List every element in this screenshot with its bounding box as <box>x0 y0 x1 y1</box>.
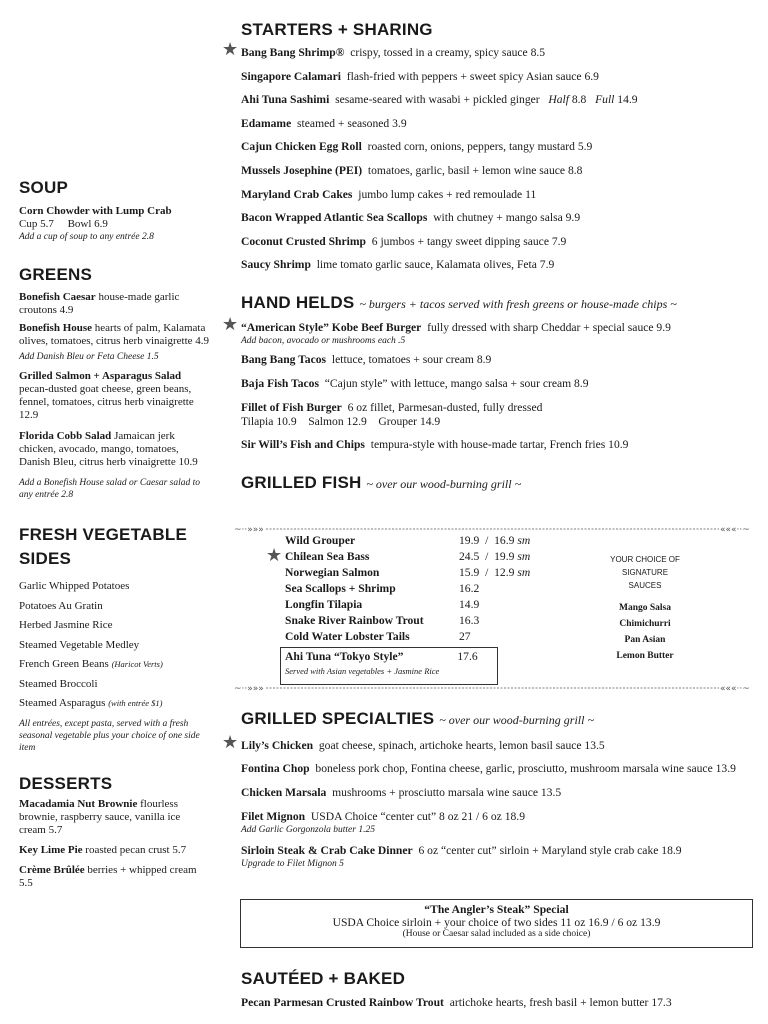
specialty-item: Fontina Chop boneless pork chop, Fontina cheese, garlic, prosciutto, mushroom marsala wine sauce 13.9 <box>241 762 736 775</box>
specialty-item: Chicken Marsala mushrooms + prosciutto marsala wine sauce 13.5 <box>241 786 562 799</box>
grilled-specialties-section <box>222 709 751 870</box>
specialty-item: Filet Mignon USDA Choice “center cut” 8 oz 21 / 6 oz 18.9 Add Garlic Gorgonzola butter 1.25 <box>241 810 525 835</box>
dessert-item: Key Lime Pie roasted pecan crust 5.7 <box>19 843 187 856</box>
starter-item: ★ Bang Bang Shrimp® crispy, tossed in a creamy, spicy sauce 8.5 <box>222 39 546 59</box>
soup-heading: SOUP <box>19 178 68 197</box>
starter-item: Coconut Crusted Shrimp 6 jumbos + tangy sweet dipping sauce 7.9 <box>241 234 567 248</box>
star-icon: ★ <box>222 39 239 59</box>
side-item: Steamed Asparagus (with entrée $1) <box>19 697 163 709</box>
starter-item: Maryland Crab Cakes jumbo lump cakes + red remoulade 11 <box>241 187 537 201</box>
signature-sauces: YOUR CHOICE OF SIGNATURE SAUCES Mango Salsa Chimichurri Pan Asian Lemon Butter <box>610 555 680 661</box>
soup-note: Add a cup of soup to any entrée 2.8 <box>19 232 154 242</box>
greens-item: Grilled Salmon + Asparagus Salad pecan-dusted goat cheese, green beans, fennel, tomatoes, citrus herb vinaigrette 12.9 <box>19 370 194 421</box>
svg-text:«««··~: «««··~ <box>720 684 750 693</box>
fish-item: Sea Scallops + Shrimp 16.2 <box>285 582 480 595</box>
starter-item: Bacon Wrapped Atlantic Sea Scallops with chutney + mango salsa 9.9 <box>241 211 581 225</box>
decorative-divider <box>234 683 751 693</box>
svg-text:~··»»»: ~··»»» <box>234 684 264 693</box>
greens-note: Add a Bonefish House salad or Caesar salad to any entrée 2.8 <box>19 478 201 500</box>
handheld-item: ★ “American Style” Kobe Beef Burger fully dressed with sharp Cheddar + special sauce 9.9 Add bacon, avocado or mushrooms each .5 <box>222 314 671 347</box>
greens-item: Florida Cobb Salad Jamaican jerk chicken, avocado, mango, tomatoes, Danish Bleu, citrus herb vinaigrette 10.9 <box>19 430 198 468</box>
handheld-item: Bang Bang Tacos lettuce, tomatoes + sour cream 8.9 <box>241 353 492 367</box>
sides-heading: FRESH VEGETABLE SIDES <box>19 525 187 568</box>
starter-item: Cajun Chicken Egg Roll roasted corn, onions, peppers, tangy mustard 5.9 <box>241 140 593 154</box>
greens-item: Bonefish House hearts of palm, Kalamata olives, tomatoes, citrus herb vinaigrette 4.9 Add Danish Bleu or Feta Cheese 1.5 <box>19 322 210 362</box>
starter-item: Singapore Calamari flash-fried with peppers + sweet spicy Asian sauce 6.9 <box>241 69 599 83</box>
fish-item: Cold Water Lobster Tails 27 <box>285 630 471 643</box>
grilled-specialties-heading: GRILLED SPECIALTIES ~ over our wood-burning grill ~ <box>241 709 594 728</box>
side-item: Herbed Jasmine Rice <box>19 619 113 631</box>
specialty-item: ★ Lily’s Chicken goat cheese, spinach, artichoke hearts, lemon basil sauce 13.5 <box>222 732 605 752</box>
handheld-item: Sir Will’s Fish and Chips tempura-style with house-made tartar, French fries 10.9 <box>241 438 629 452</box>
star-icon: ★ <box>222 732 239 752</box>
fish-item: ★ Chilean Sea Bass 24.5 / 19.9 sm <box>266 545 531 565</box>
side-item: Garlic Whipped Potatoes <box>19 580 130 592</box>
anglers-steak-special-box: “The Angler’s Steak” Special USDA Choice sirloin + your choice of two sides 11 oz 16.9 / 6 oz 13.9 (House or Caesar salad included as a side choice) <box>240 899 753 948</box>
handheld-item: Baja Fish Tacos “Cajun style” with lettuce, mango salsa + sour cream 8.9 <box>241 377 589 391</box>
starter-item: Saucy Shrimp lime tomato garlic sauce, Kalamata olives, Feta 7.9 <box>241 258 555 272</box>
fish-item: Norwegian Salmon 15.9 / 12.9 sm <box>285 566 531 579</box>
grilled-fish-list <box>266 533 585 645</box>
desserts-heading: DESSERTS <box>19 773 113 793</box>
starters-heading: STARTERS + SHARING <box>241 20 433 39</box>
sauteed-heading: SAUTÉED + BAKED <box>241 969 406 988</box>
sides-note: All entrées, except pasta, served with a fresh seasonal vegetable plus your choice of one side item <box>19 718 200 753</box>
fish-item: Wild Grouper 19.9 / 16.9 sm <box>285 534 531 547</box>
left-column <box>19 178 209 890</box>
greens-heading: GREENS <box>19 265 92 284</box>
fish-item: Snake River Rainbow Trout 16.3 <box>285 614 480 627</box>
side-item: Steamed Vegetable Medley <box>19 638 140 651</box>
starter-item: Edamame steamed + seasoned 3.9 <box>241 116 407 130</box>
dessert-item: Crème Brûlée berries + whipped cream 5.5 <box>19 863 197 889</box>
starter-item: Mussels Josephine (PEI) tomatoes, garlic, basil + lemon wine sauce 8.8 <box>241 163 583 177</box>
fish-item: Longfin Tilapia 14.9 <box>285 598 480 611</box>
starter-item: Ahi Tuna Sashimi sesame-seared with wasabi + pickled ginger Half 8.8 Full 14.9 <box>241 93 638 107</box>
svg-text:~··»»»: ~··»»» <box>234 525 264 534</box>
handhelds-heading: HAND HELDS ~ burgers + tacos served with fresh greens or house-made chips ~ <box>241 293 677 313</box>
ahi-tuna-box: Ahi Tuna “Tokyo Style” 17.6 Served with Asian vegetables + Jasmine Rice <box>280 647 498 685</box>
sauteed-item: Pecan Parmesan Crusted Rainbow Trout artichoke hearts, fresh basil + lemon butter 17.3 <box>241 996 672 1009</box>
sauteed-section <box>241 969 761 1010</box>
right-column <box>222 20 751 494</box>
side-item: Potatoes Au Gratin <box>19 599 103 612</box>
specialty-item: Sirloin Steak & Crab Cake Dinner 6 oz “center cut” sirloin + Maryland style crab cake 18.9 Upgrade to Filet Mignon 5 <box>241 844 682 869</box>
soup-item-name: Corn Chowder with Lump Crab <box>19 205 172 217</box>
sides-list <box>19 577 209 714</box>
soup-item-prices: Cup 5.7 Bowl 6.9 <box>19 218 108 230</box>
handheld-item: Fillet of Fish Burger 6 oz fillet, Parmesan-dusted, fully dressed Tilapia 10.9 Salmon 12.9 Grouper 14.9 <box>241 401 543 429</box>
star-icon: ★ <box>266 545 283 565</box>
dessert-item: Macadamia Nut Brownie flourless brownie, raspberry sauce, vanilla ice cream 5.7 <box>19 797 181 836</box>
soup-item <box>19 205 209 231</box>
svg-text:«««··~: «««··~ <box>720 525 750 534</box>
side-item: Steamed Broccoli <box>19 677 98 690</box>
star-icon: ★ <box>222 314 239 335</box>
grilled-fish-heading: GRILLED FISH ~ over our wood-burning grill ~ <box>241 473 522 493</box>
side-item: French Green Beans (Haricot Verts) <box>19 658 163 670</box>
greens-item: Bonefish Caesar house-made garlic croutons 4.9 <box>19 291 180 316</box>
